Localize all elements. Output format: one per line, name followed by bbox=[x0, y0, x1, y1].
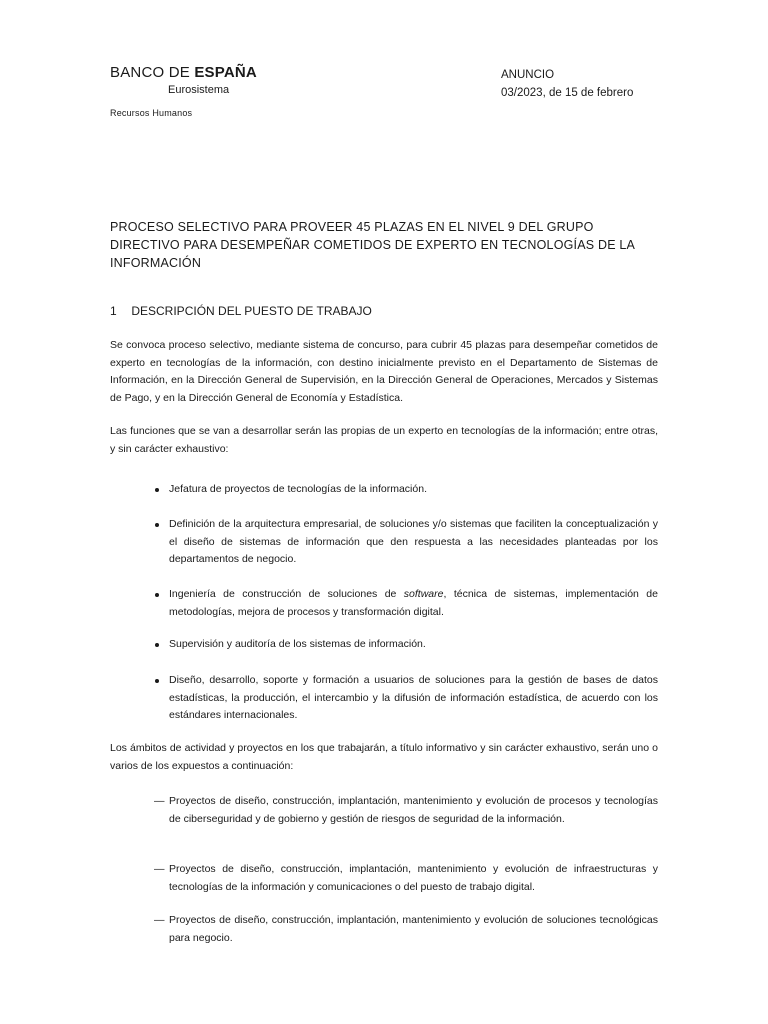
list-item bbox=[110, 586, 658, 621]
bank-logo bbox=[110, 64, 257, 97]
announcement-number-date: 03/2023, de 15 de febrero bbox=[501, 87, 634, 99]
list-item bbox=[110, 912, 658, 947]
bullet-dot bbox=[155, 593, 159, 597]
functions-list bbox=[110, 586, 658, 621]
list-item-text-italic: software bbox=[403, 588, 444, 600]
list-item-text: Supervisión y auditoría de los sistemas de información. bbox=[169, 638, 426, 650]
functions-list bbox=[110, 481, 658, 499]
dash-marker: — bbox=[154, 795, 165, 807]
logo-part-banco: BANCO DE bbox=[110, 64, 195, 81]
list-item-text: Proyectos de diseño, construcción, implantación, mantenimiento y evolución de soluciones tecnológicas para negocio. bbox=[169, 914, 658, 944]
section-heading bbox=[110, 302, 372, 320]
announcement-label: ANUNCIO bbox=[501, 69, 555, 81]
bullet-dot bbox=[155, 523, 159, 527]
paragraph-areas-intro: Los ámbitos de actividad y proyectos en los que trabajarán, a título informativo y sin carácter exhaustivo, serán uno o varios de los expuestos a continuación: bbox=[110, 742, 658, 772]
list-item-text: Definición de la arquitectura empresarial, de soluciones y/o sistemas que faciliten la conceptualización y el diseño de sistemas de información que den respuesta a las necesidades planteadas por los departamentos de negocio. bbox=[169, 518, 658, 565]
list-item bbox=[110, 636, 658, 654]
bullet-dot bbox=[155, 488, 159, 492]
list-item bbox=[110, 793, 658, 828]
functions-list bbox=[110, 636, 658, 654]
logo-subtitle: Eurosistema bbox=[168, 84, 230, 96]
logo-part-espana: ESPAÑA bbox=[194, 64, 257, 81]
dash-marker: — bbox=[154, 914, 165, 926]
list-item bbox=[110, 861, 658, 896]
list-item-text: Jefatura de proyectos de tecnologías de la información. bbox=[169, 483, 427, 495]
paragraph-functions-intro: Las funciones que se van a desarrollar serán las propias de un experto en tecnologías de la información; entre otras, y sin carácter exhaustivo: bbox=[110, 425, 658, 455]
list-item bbox=[110, 672, 658, 725]
bullet-dot bbox=[155, 643, 159, 647]
logo-wordmark bbox=[110, 64, 257, 82]
areas-list bbox=[110, 912, 658, 947]
announcement-reference bbox=[501, 66, 633, 102]
list-item-text: Proyectos de diseño, construcción, implantación, mantenimiento y evolución de infraestructuras y tecnologías de la información y comunicaciones o del puesto de trabajo digital. bbox=[169, 863, 658, 893]
department-name: Recursos Humanos bbox=[110, 108, 193, 118]
functions-list bbox=[110, 672, 658, 725]
areas-list bbox=[110, 793, 658, 828]
list-item-text: Proyectos de diseño, construcción, implantación, mantenimiento y evolución de procesos y tecnologías de ciberseguridad y de gobierno y gestión de riesgos de seguridad de la información. bbox=[169, 795, 658, 825]
areas-list bbox=[110, 861, 658, 896]
document-title: PROCESO SELECTIVO PARA PROVEER 45 PLAZAS EN EL NIVEL 9 DEL GRUPO DIRECTIVO PARA DESEMPEÑAR COMETIDOS DE EXPERTO EN TECNOLOGÍAS DE LA INFORMACIÓN bbox=[110, 220, 635, 270]
list-item bbox=[110, 481, 658, 499]
list-item-text: Diseño, desarrollo, soporte y formación a usuarios de soluciones para la gestión de bases de datos estadísticas, la producción, el intercambio y la difusión de información estadística, de acuerdo con los estándares internacionales. bbox=[169, 674, 658, 721]
list-item-text-start: Ingeniería de construcción de soluciones de bbox=[169, 588, 404, 600]
list-item bbox=[110, 516, 658, 569]
list-item-text-end: , técnica de sistemas, implementación de metodologías, mejora de procesos y transformación digital. bbox=[169, 588, 658, 618]
section-number: 1 bbox=[110, 304, 117, 318]
dash-marker: — bbox=[154, 863, 165, 875]
paragraph-intro: Se convoca proceso selectivo, mediante sistema de concurso, para cubrir 45 plazas para desempeñar cometidos de experto en tecnologías de la información, con destino inicialmente previsto en el Departamento de Sistemas de Información, en la Dirección General de Supervisión, en la Dirección General de Operaciones, Mercados y Sistemas de Pago, y en la Dirección General de Economía y Estadística. bbox=[110, 339, 658, 404]
functions-list bbox=[110, 516, 658, 569]
section-title: DESCRIPCIÓN DEL PUESTO DE TRABAJO bbox=[131, 304, 372, 318]
bullet-dot bbox=[155, 679, 159, 683]
